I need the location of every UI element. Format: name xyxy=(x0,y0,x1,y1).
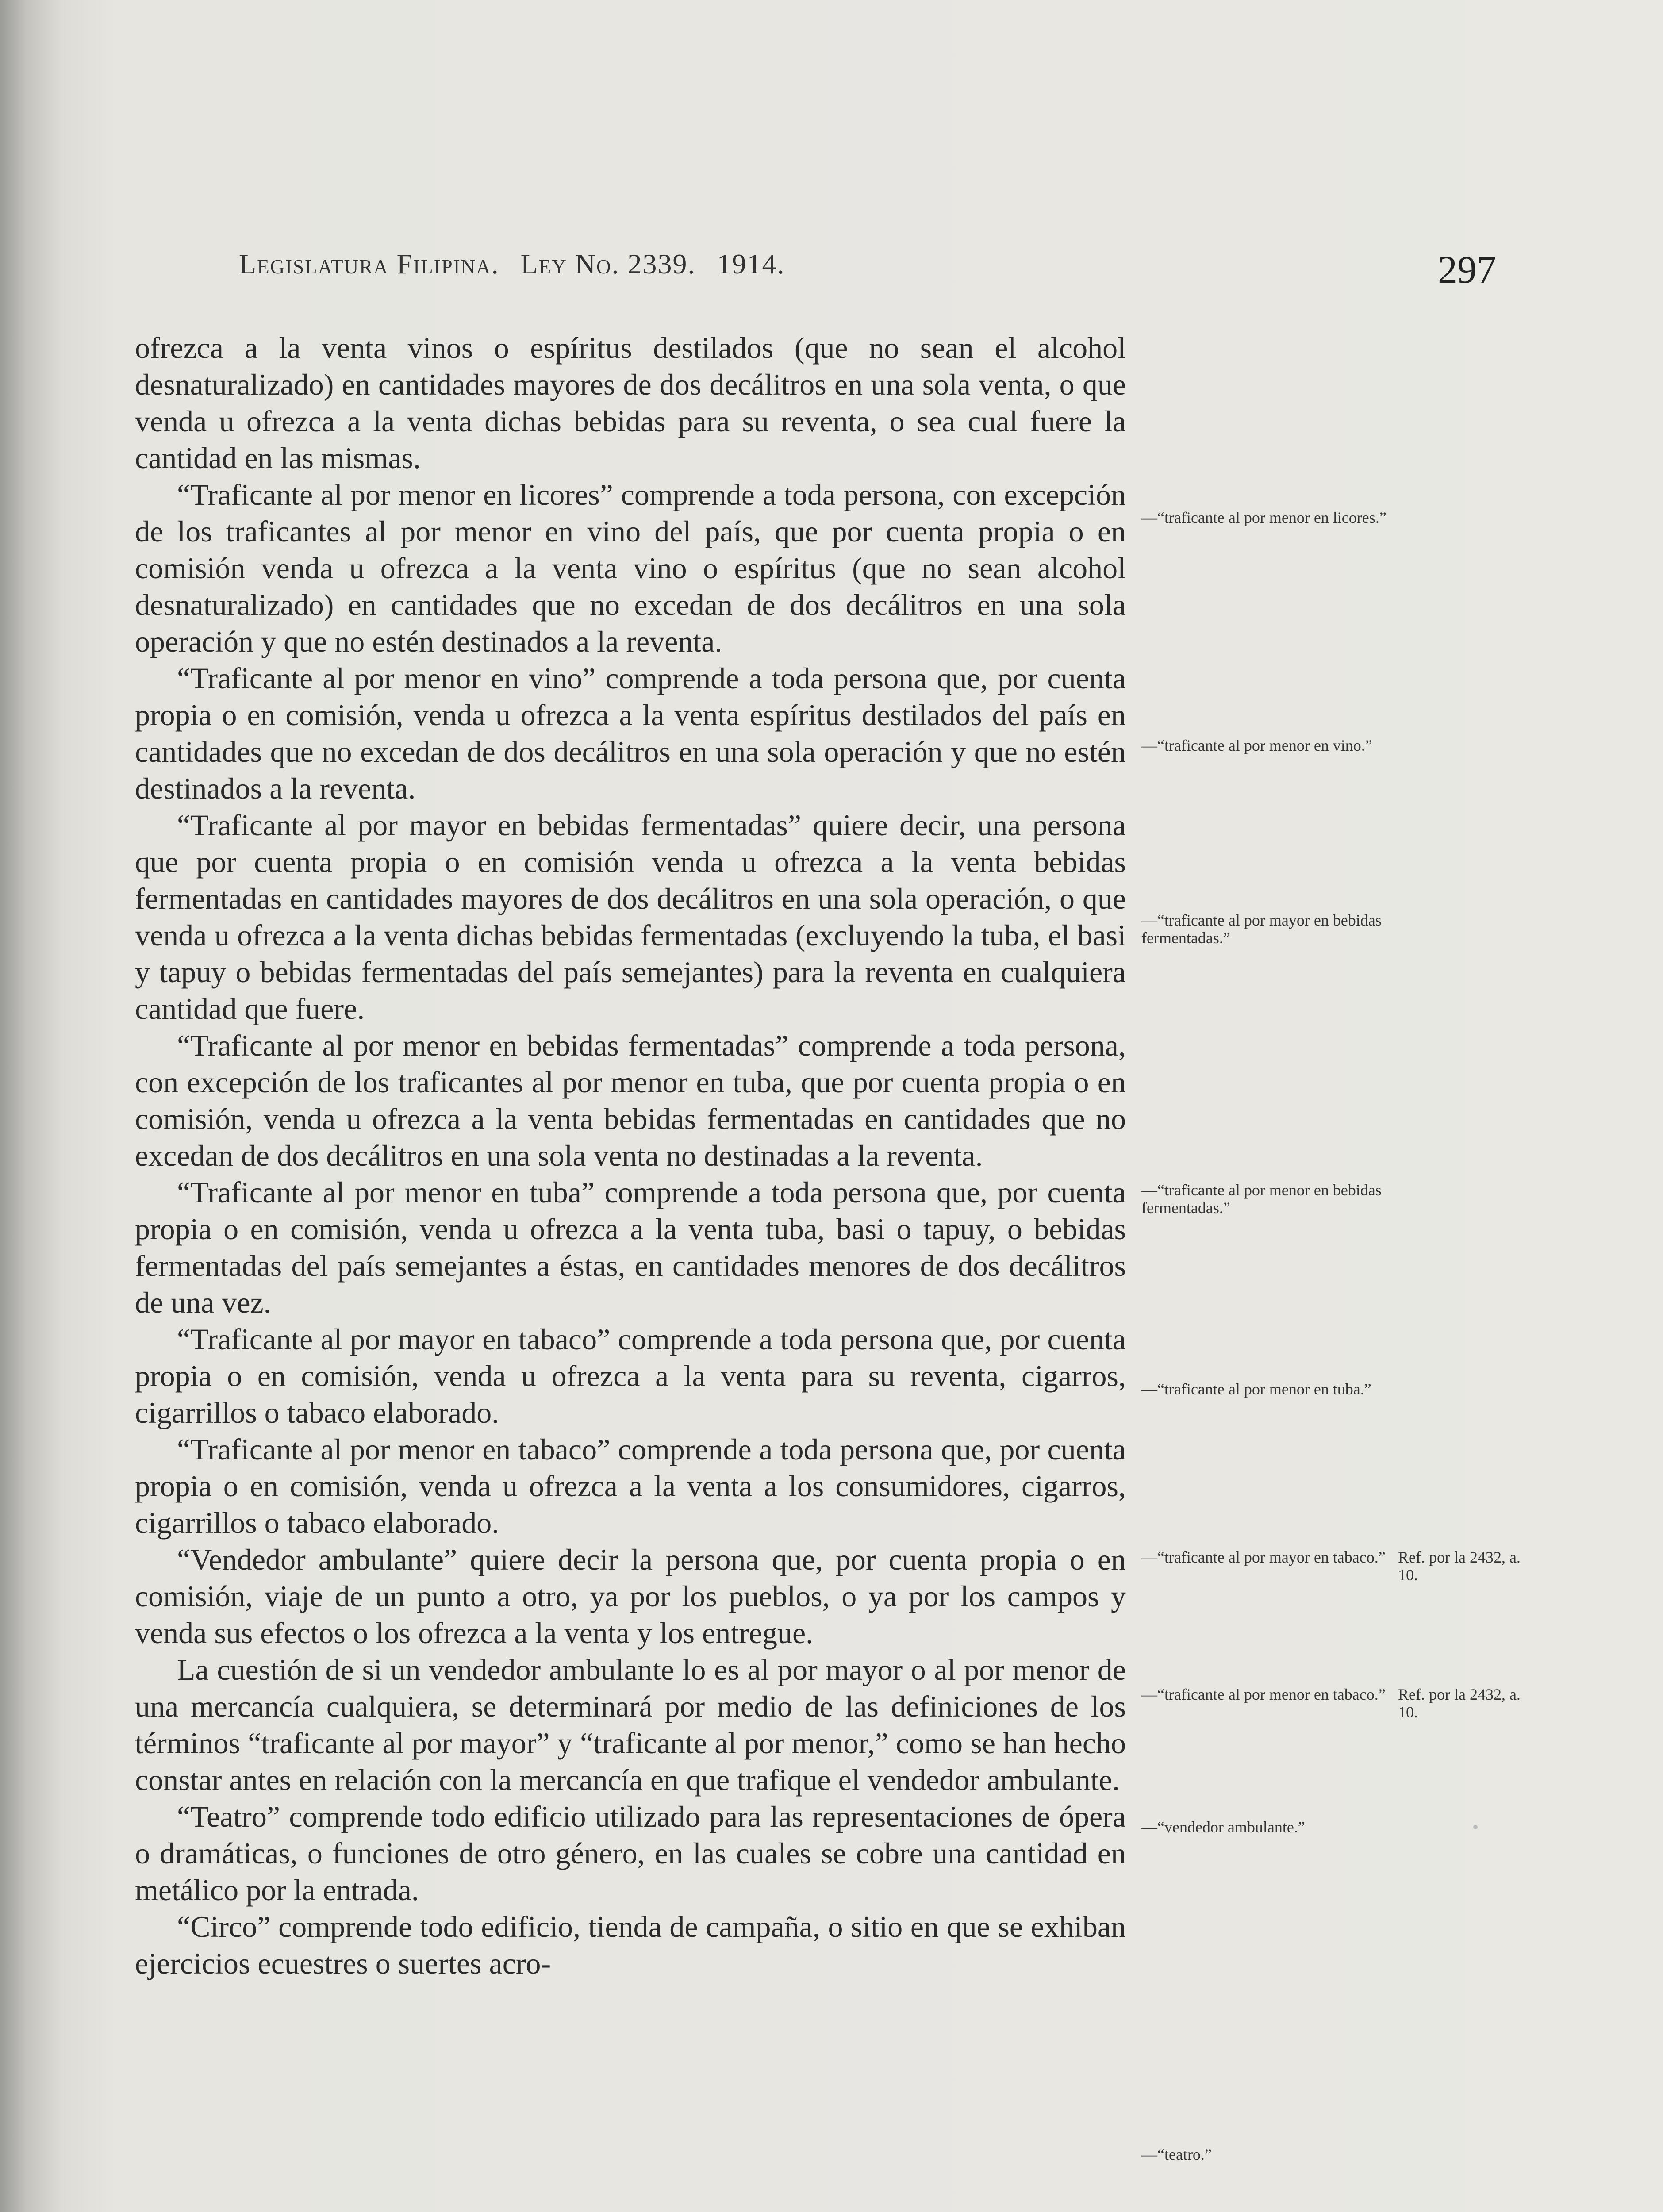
paragraph: “Traficante al por menor en licores” comprende a toda persona, con excepción de los traficantes al por menor en vino del país, que por cuenta propia o en comisión venda u ofrezca a la venta vino o espíritus (que no sean alcohol desnaturalizado) en cantidades que no excedan de dos decálitros en una sola operación y que no estén destinados a la reventa. xyxy=(135,478,1126,658)
margin-note: —“traficante al por menor en tabaco.” xyxy=(1141,1686,1386,1703)
paragraph: “Circo” comprende todo edificio, tienda de campaña, o sitio en que se exhiban ejercicios ecuestres o suertes acro- xyxy=(135,1910,1126,1980)
reference-note: Ref. por la 2432, a. 10. xyxy=(1398,1548,1521,1584)
paragraph: “Vendedor ambulante” quiere decir la persona que, por cuenta propia o en comisión, viaje de un punto a otro, ya por los pueblos, o ya por los campos y venda sus efectos o los ofrezca a la venta y los entregue. xyxy=(135,1543,1126,1650)
margin-note: —“traficante al por menor en tuba.” xyxy=(1141,1380,1371,1398)
paragraph: La cuestión de si un vendedor ambulante lo es al por mayor o al por menor de una mercancía cualquiera, se determinará por medio de las definiciones de los términos “traficante al por mayor” y “traficante al por menor,” como se han hecho constar antes en relación con la mercancía en que trafique el vendedor ambulante. xyxy=(135,1653,1126,1797)
paragraph: “Traficante al por mayor en bebidas fermentadas” quiere decir, una persona que por cuenta propia o en comisión venda u ofrezca a la venta bebidas fermentadas en cantidades mayores de dos decálitros en una sola operación, o que venda u ofrezca a la venta dichas bebidas fermentadas (excluyendo la tuba, el basi y tapuy o bebidas fermentadas del país semejantes) para la reventa en cualquiera cantidad que fuere. xyxy=(135,808,1126,1025)
paragraph: “Teatro” comprende todo edificio utilizado para las representaciones de ópera o dramáticas, o funciones de otro género, en las cuales se cobre una cantidad en metálico por la entrada. xyxy=(135,1800,1126,1907)
margin-note: —“traficante al por menor en vino.” xyxy=(1141,737,1372,754)
margin-note: —“traficante al por menor en bebidas fermentadas.” xyxy=(1141,1181,1382,1217)
running-header xyxy=(239,248,798,280)
paragraph: “Traficante al por menor en bebidas fermentadas” comprende a toda persona, con excepción de los traficantes al por menor en tuba, que por cuenta propia o en comisión, venda u ofrezca a la venta bebidas fermentadas en cantidades que no excedan de dos decálitros en una sola venta no destinadas a la reventa. xyxy=(135,1029,1126,1172)
reference-note: Ref. por la 2432, a. 10. xyxy=(1398,1686,1521,1721)
margin-note: —“teatro.” xyxy=(1141,2146,1212,2163)
paragraph: “Traficante al por menor en tuba” comprende a toda persona que, por cuenta propia o en comisión, venda u ofrezca a la venta tuba, basi o tapuy, o bebidas fermentadas del país semejantes a éstas, en cantidades menores de dos decálitros de una vez. xyxy=(135,1175,1126,1319)
page-number: 297 xyxy=(1438,249,1496,292)
margin-note: —“vendedor ambulante.” xyxy=(1141,1818,1305,1836)
paragraph: ofrezca a la venta vinos o espíritus destilados (que no sean el alcohol desnaturalizado) en cantidades mayores de dos decálitros en una sola venta, o que venda u ofrezca a la venta dichas bebidas para su reventa, o sea cual fuere la cantidad en las mismas. xyxy=(135,331,1126,475)
paragraph: “Traficante al por mayor en tabaco” comprende a toda persona que, por cuenta propia o en comisión, venda u ofrezca a la venta para su reventa, cigarros, cigarrillos o tabaco elaborado. xyxy=(135,1322,1126,1429)
paragraph: “Traficante al por menor en tabaco” comprende a toda persona que, por cuenta propia o en comisión, venda u ofrezca a la venta a los consumidores, cigarros, cigarrillos o tabaco elaborado. xyxy=(135,1432,1126,1540)
header-year: 1914. xyxy=(717,248,785,280)
margin-note: —“traficante al por menor en licores.” xyxy=(1141,509,1386,526)
paper-speck xyxy=(1473,1825,1478,1829)
header-law-number: Ley No. 2339. xyxy=(520,248,696,280)
header-legislature: Legislatura Filipina. xyxy=(239,248,499,280)
margin-note: —“traficante al por mayor en bebidas fermentadas.” xyxy=(1141,911,1382,947)
paragraph: “Traficante al por menor en vino” comprende a toda persona que, por cuenta propia o en comisión, venda u ofrezca a la venta espíritus destilados del país en cantidades que no excedan de dos decálitros en una sola operación y que no estén destinados a la reventa. xyxy=(135,661,1126,805)
body-text xyxy=(135,330,1126,1982)
margin-note: —“traficante al por mayor en tabaco.” xyxy=(1141,1548,1386,1566)
